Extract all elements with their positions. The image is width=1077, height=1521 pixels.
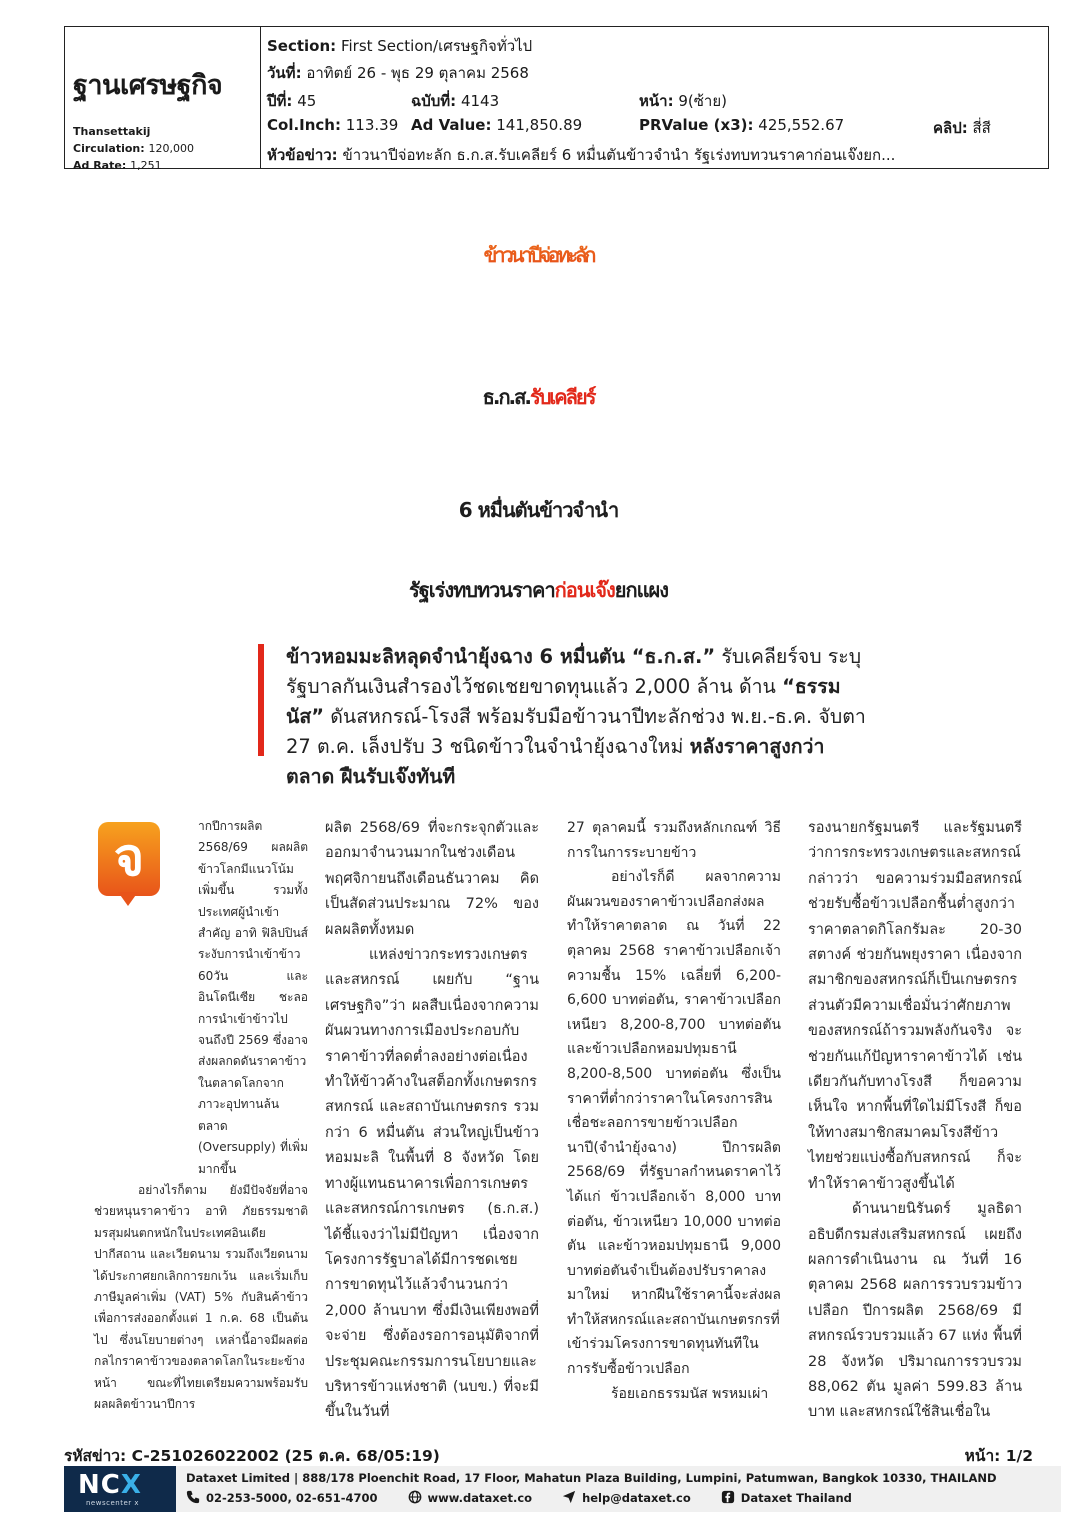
news-code: รหัสข่าว: C-251026022002 (25 ต.ค. 68/05:19) (64, 1447, 440, 1465)
year-field: ปีที่: 45 (267, 92, 317, 110)
globe-icon (408, 1490, 422, 1504)
email-link[interactable]: help@dataxet.co (562, 1490, 691, 1505)
circulation: Circulation: 120,000 (73, 142, 194, 155)
headline-line-1: ข้าวนาปีจ่อทะลัก (0, 190, 1077, 320)
paragraph: ากปีการผลิต 2568/69 ผลผลิตข้าวโลกมีแนวโน้มเพิ่มขึ้น รวมทั้งประเทศผู้นำเข้าสำคัญ อาทิ ฟิลิปปินส์ ระงับการนำเข้าข้าว 60วัน และอินโดนีเซีย ชะลอการนำเข้าข้าวไปจนถึงปี 2569 ซึ่งอาจส่งผลกดดันราคาข้าวในตลาดโลกจากภาวะอุปทานล้นตลาด (Oversupply) ที่เพิ่มมากขึ้น (198, 819, 308, 1176)
lead-paragraph: ข้าวหอมมะลิหลุดจำนำยุ้งฉาง 6 หมื่นตัน “ธ.ก.ส.” รับเคลียร์จบ ระบุรัฐบาลกันเงินสำรองไว้ชดเชยขาดทุนแล้ว 2,000 ล้าน ด้าน “ธรรมนัส” ดันสหกรณ์-โรงสี พร้อมรับมือข้าวนาปีทะลักช่วง พ.ย.-ธ.ค. จับตา 27 ต.ค. เล็งปรับ 3 ชนิดข้าวในจำนำยุ้งฉางใหม่ หลังราคาสูงกว่าตลาด ฝืนรับเจ๊งทันที (286, 645, 866, 788)
company-address: Dataxet Limited | 888/178 Ploenchit Road, 17 Floor, Mahatun Plaza Building, Lumpini, Patumwan, Bangkok 10330, THAILAND (186, 1471, 997, 1485)
article-column-1 (94, 816, 308, 1415)
article-column-2 (325, 816, 539, 1426)
article-column-3 (567, 816, 781, 1406)
facebook-link[interactable]: Dataxet Thailand (721, 1490, 852, 1505)
page-field: หน้า: 9(ซ้าย) (639, 92, 727, 110)
paragraph: ร้อยเอกธรรมนัส พรหมเผ่า (611, 1385, 769, 1402)
headline-line-4: รัฐเร่งทบทวนราคาก่อนเจ๊งยกแผง (409, 578, 668, 602)
headline-line-2: ธ.ก.ส.รับเคลียร์ (482, 385, 595, 409)
facebook-icon (721, 1490, 735, 1504)
drop-cap: จ (98, 822, 160, 896)
contact-row (186, 1490, 852, 1505)
website-link[interactable]: www.dataxet.co (408, 1490, 533, 1505)
paragraph: อย่างไรก็ตาม ยังมีปัจจัยที่อาจช่วยหนุนราคาข้าว อาทิ ภัยธรรมชาติ มรสุมฝนตกหนักในประเทศอินเดีย ปากีสถาน และเวียดนาม รวมถึงเวียดนามได้ประกาศยกเลิกการยกเว้น และเริ่มเก็บภาษีมูลค่าเพิ่ม (VAT) 5% กับสินค้าข้าวเพื่อการส่งออกตั้งแต่ 1 ก.ค. 68 เป็นต้นไป ซึ่งนโยบายต่างๆ เหล่านี้อาจมีผลต่อกลไกราคาข้าวของตลาดโลกในระยะข้างหน้า ขณะที่ไทยเตรียมความพร้อมรับผลผลิตข้าวนาปีการ (94, 1182, 308, 1411)
footer-contact-info (176, 1466, 1061, 1512)
lead-accent-bar (258, 644, 264, 756)
page-number: หน้า: 1/2 (964, 1447, 1033, 1465)
phone-icon (186, 1490, 200, 1504)
phone-contact: 02-253-5000, 02-651-4700 (186, 1490, 378, 1505)
clipping-details (261, 27, 1048, 168)
prvalue-field: PRValue (x3): 425,552.67 (639, 116, 845, 134)
paragraph: ผลิต 2568/69 ที่จะกระจุกตัวและออกมาจำนวนมากในช่วงเดือนพฤศจิกายนถึงเดือนธันวาคม คิดเป็นสัดส่วนประมาณ 72% ของผลผลิตทั้งหมด (325, 820, 539, 938)
paragraph: 27 ตุลาคมนี้ รวมถึงหลักเกณฑ์ วิธีการในการระบายข้าว (567, 820, 781, 861)
advalue-field: Ad Value: 141,850.89 (411, 116, 583, 134)
ad-rate: Ad Rate: 1,251 (73, 159, 162, 172)
headline-row: หัวข้อข่าว: ข้าวนาปีจ่อทะลัก ธ.ก.ส.รับเคลียร์ 6 หมื่นตันข้าวจำนำ รัฐเร่งทบทวนราคาก่อนเจ๊งยก... (267, 146, 896, 164)
publication-info (65, 27, 261, 172)
section-row: Section: First Section/เศรษฐกิจทั่วไป (267, 37, 533, 55)
issue-field: ฉบับที่: 4143 (411, 92, 500, 110)
publication-logo: ฐานเศรษฐกิจ (73, 70, 223, 101)
send-icon (562, 1490, 576, 1504)
paragraph: อย่างไรก็ดี ผลจากความผันผวนของราคาข้าวเปลือกส่งผลทำให้ราคาตลาด ณ วันที่ 22 ตุลาคม 2568 ราคาข้าวเปลือกเจ้า ความชื้น 15% เฉลี่ยที่ 6,200-6,600 บาทต่อตัน, ราคาข้าวเปลือกเหนียว 8,200-8,700 บาทต่อตัน และข้าวเปลือกหอมปทุมธานี 8,200-8,500 บาทต่อตัน ซึ่งเป็นราคาที่ต่ำกว่าราคาในโครงการสินเชื่อชะลอการขายข้าวเปลือกนาปี(จำนำยุ้งฉาง) ปีการผลิต 2568/69 ที่รัฐบาลกำหนดราคาไว้ ได้แก่ ข้าวเปลือกเจ้า 8,000 บาทต่อตัน, ข้าวเหนียว 10,000 บาทต่อตัน และข้าวหอมปทุมธานี 9,000 บาทต่อตันจำเป็นต้องปรับราคาลงมาใหม่ หากฝืนใช้ราคานี้จะส่งผลทำให้สหกรณ์และสถาบันเกษตรกรที่เข้าร่วมโครงการขาดทุนทันทีในการรับซื้อข้าวเปลือก (567, 869, 781, 1378)
paragraph: รองนายกรัฐมนตรี และรัฐมนตรีว่าการกระทรวงเกษตรและสหกรณ์ กล่าวว่า ขอความร่วมมือสหกรณ์ช่วยรับซื้อข้าวเปลือกชื้นต่ำสูงกว่าราคาตลาดกิโลกรัมละ 20-30 สตางค์ ช่วยกันพยุงราคา เนื่องจากสมาชิกของสหกรณ์ก็เป็นเกษตรกร ส่วนตัวมีความเชื่อมั่นว่าศักยภาพของสหกรณ์ถ้ารวมพลังกันจริง จะช่วยกันแก้ปัญหาราคาข้าวได้ เช่นเดียวกันกับทางโรงสี ก็ขอความเห็นใจ หากพื้นที่ใดไม่มีโรงสี ก็ขอให้ทางสมาชิกสมาคมโรงสีข้าวไทยช่วยแบ่งซื้อกับสหกรณ์ ก็จะทำให้ราคาข้าวสูงขึ้นได้ (808, 820, 1022, 1192)
ncx-logo: NCX newscenter x (64, 1466, 176, 1512)
paragraph: แหล่งข่าวกระทรวงเกษตรและสหกรณ์ เผยกับ “ฐานเศรษฐกิจ”ว่า ผลสืบเนื่องจากความผันผวนทางการเมืองประกอบกับราคาข้าวที่ลดต่ำลงอย่างต่อเนื่อง ทำให้ข้าวค้างในสต็อกทั้งเกษตรกร สหกรณ์ และสถาบันเกษตรกร รวมกว่า 6 หมื่นตัน ส่วนใหญ่เป็นข้าวหอมมะลิ ในพื้นที่ 8 จังหวัด โดยทางผู้แทนธนาคารเพื่อการเกษตรและสหกรณ์การเกษตร (ธ.ก.ส.) ได้ชี้แจงว่าไม่มีปัญหา เนื่องจากโครงการรัฐบาลได้มีการชดเชยการขาดทุนไว้แล้วจำนวนกว่า 2,000 ล้านบาท ซึ่งมีเงินเพียงพอที่จะจ่าย ซึ่งต้องรอการอนุมัติจากที่ประชุมคณะกรรมการนโยบายและบริหารข้าวแห่งชาติ (นบข.) ที่จะมีขึ้นในวันที่ (325, 947, 539, 1421)
headline-line-3: 6 หมื่นตันข้าวจำนำ (458, 498, 619, 522)
clip-field: คลิป: สี่สี (933, 119, 991, 137)
publisher-name: Thansettakij (73, 125, 151, 138)
footer-bar (64, 1466, 1061, 1512)
publication-stats (73, 123, 194, 174)
paragraph: ด้านนายนิรันดร์ มูลธิดา อธิบดีกรมส่งเสริมสหกรณ์ เผยถึงผลการดำเนินงาน ณ วันที่ 16 ตุลาคม 2568 ผลการรวบรวมข้าวเปลือก ปีการผลิต 2568/69 มีสหกรณ์รวบรวมแล้ว 67 แห่ง พื้นที่ 28 จังหวัด ปริมาณการรวบรวม 88,062 ตัน มูลค่า 599.83 ล้านบาท และสหกรณ์ใช้สินเชื่อใน (808, 1201, 1022, 1421)
clipping-metadata-box (64, 26, 1049, 172)
date-row: วันที่: อาทิตย์ 26 - พุธ 29 ตุลาคม 2568 (267, 64, 529, 82)
article-column-4 (808, 816, 1022, 1426)
colinch-field: Col.Inch: 113.39 (267, 116, 399, 134)
